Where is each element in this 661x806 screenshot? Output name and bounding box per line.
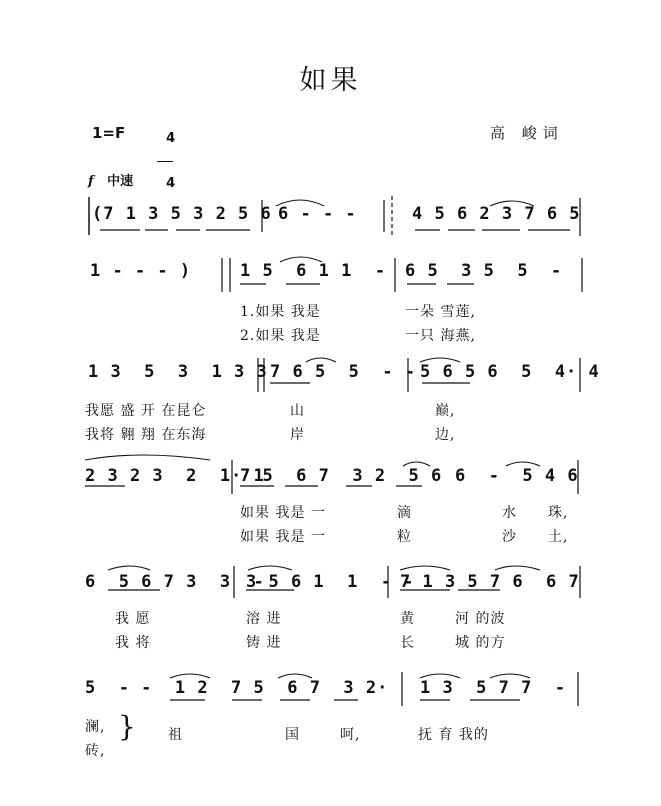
lyric: 一只 海燕,	[405, 328, 476, 344]
lyric: 我 愿	[115, 611, 151, 627]
tempo-text: 中速	[107, 174, 134, 189]
time-signature	[157, 118, 176, 191]
lyric: 粒	[397, 529, 412, 545]
measure: 6 - 5 4 6	[455, 466, 579, 486]
lyric: 黄	[400, 611, 415, 627]
measure: 1 3 5 3 1 3 3	[88, 362, 268, 382]
measure: 4 5 6 2 3 7 6 5	[412, 204, 581, 224]
measure: 3 5 6 1 1 - -	[246, 572, 415, 592]
tempo-marking	[88, 170, 133, 189]
beams	[85, 230, 570, 700]
measure: 5 - - 1 2 7 5 6 7 3 2·	[85, 678, 389, 698]
time-sig-top: 4	[166, 131, 176, 146]
lyric: 城 的方	[455, 635, 506, 651]
lyric: 2.如果 我是	[240, 328, 321, 344]
key-signature: 1=F	[92, 124, 126, 142]
lyric: 巅,	[435, 403, 456, 419]
lyric: 祖	[168, 727, 183, 743]
lyric: 我愿 盛 开 在昆仑	[85, 403, 207, 419]
measure: 7 6 5 5 - -	[270, 362, 417, 382]
lyric: 我将 翱 翔 在东海	[85, 427, 207, 443]
lyricist-credit: 高 峻词	[490, 124, 564, 142]
lyric: 岸	[290, 427, 305, 443]
lyric: 我 将	[115, 635, 151, 651]
page-title: 如果	[299, 65, 362, 96]
lyric: 长	[400, 635, 415, 651]
lyric: 澜,	[85, 719, 106, 735]
measure: 1 3 5 7 7 -	[420, 678, 567, 698]
measure: 6 - - -	[278, 204, 357, 224]
lyric: 呵,	[340, 727, 361, 743]
dynamic-mark: f	[88, 174, 94, 189]
lyric: 如果 我是 一	[240, 529, 326, 545]
lyric: 沙	[502, 529, 517, 545]
measure: (7 1 3 5 3 2 5 6	[92, 204, 272, 224]
measure: 5 6 5 6 5 4· 4	[420, 362, 600, 382]
lyric: 如果 我是 一	[240, 505, 326, 521]
lyric: 山	[290, 403, 305, 419]
lyric: 滴	[397, 505, 412, 521]
measure: 1 - - - )	[90, 261, 192, 281]
lyric: 土,	[548, 529, 569, 545]
measure: 1 5 6 1 1 -	[240, 261, 387, 281]
lyric: 铸 进	[246, 635, 282, 651]
lyric: 1.如果 我是	[240, 304, 321, 320]
measure: 2 3 2 3 2 1· 1	[85, 466, 265, 486]
lyric-brace: }	[118, 710, 136, 743]
lyric: 国	[285, 727, 300, 743]
lyric: 砖,	[85, 743, 106, 759]
lyric: 水	[502, 505, 517, 521]
lyric: 河 的波	[455, 611, 506, 627]
lyric: 一朵 雪莲,	[405, 304, 476, 320]
measure: 6 5 3 5 5 -	[405, 261, 563, 281]
lyric: 边,	[435, 427, 456, 443]
lyric: 抚 育 我的	[418, 727, 489, 743]
measure: 7 5 6 7 3 2 5 6	[240, 466, 443, 486]
measure: 6 5 6 7 3 3 -	[85, 572, 265, 592]
lyric: 溶 进	[246, 611, 282, 627]
lyric: 珠,	[548, 505, 569, 521]
time-sig-bottom: 4	[166, 176, 176, 191]
measure: 7 1 3 5 7 6 6 7	[400, 572, 580, 592]
